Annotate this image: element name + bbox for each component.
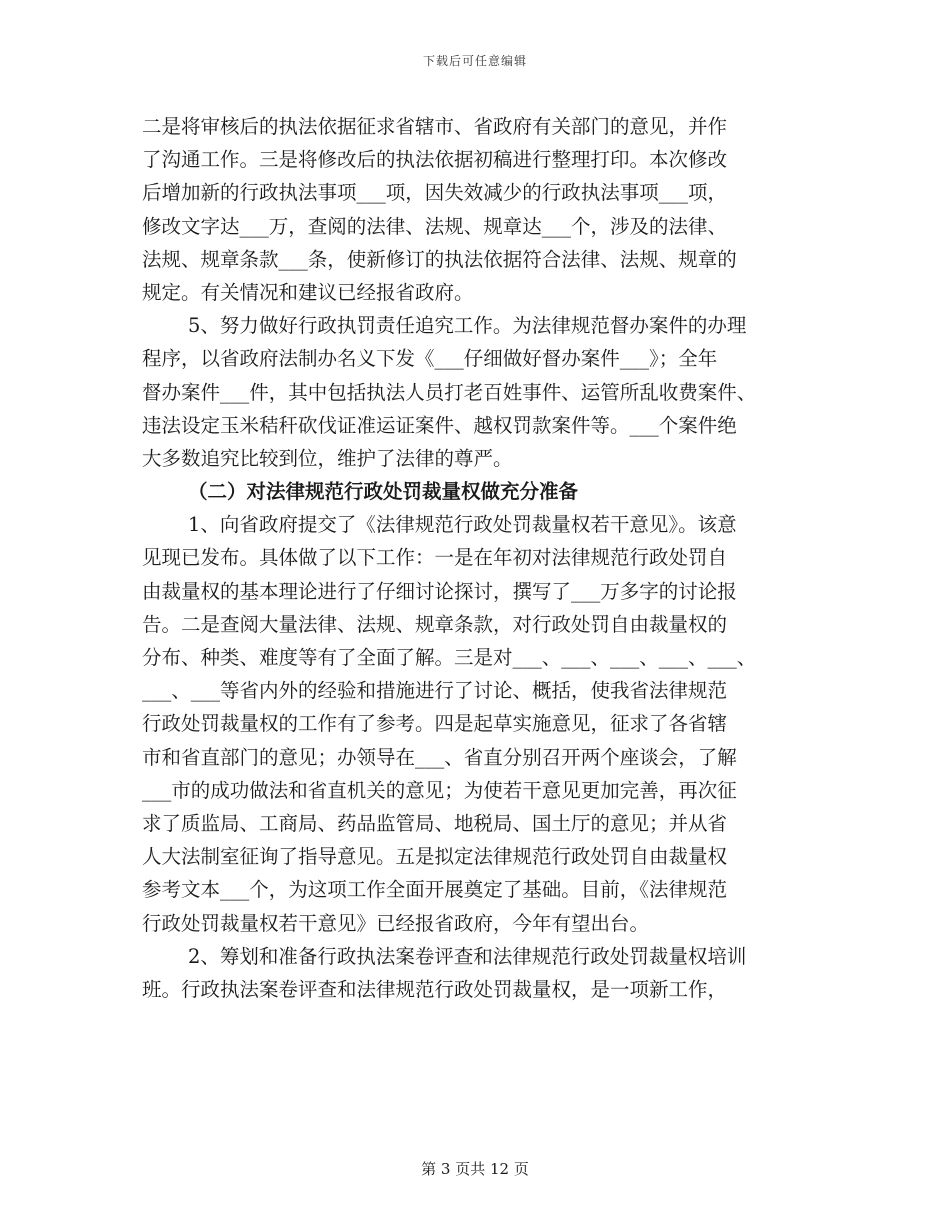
body-line: ___市的成功做法和省直机关的意见；为使若干意见更加完善，再次征 <box>142 778 737 802</box>
body-line: 行政处罚裁量权的工作有了参考。四是起草实施意见，征求了各省辖 <box>142 712 728 736</box>
body-line: 由裁量权的基本理论进行了仔细讨论探讨，撰写了___万多字的讨论报 <box>142 579 737 603</box>
body-line: 修改文字达___万，查阅的法律、法规、规章达___个，涉及的法律、 <box>142 214 728 238</box>
body-line: 后增加新的行政执法事项___项，因失效减少的行政执法事项___项， <box>142 181 728 205</box>
page-footer: 第 3 页共 12 页 <box>421 1160 529 1178</box>
body-line: 法规、规章条款___条，使新修订的执法依据符合法律、法规、规章的 <box>142 247 737 271</box>
body-line: 1、向省政府提交了《法律规范行政处罚裁量权若干意见》。该意 <box>188 513 737 537</box>
body-line: 参考文本___个，为这项工作全面开展奠定了基础。目前，《法律规范 <box>142 878 728 902</box>
body-line: 告。二是查阅大量法律、法规、规章条款，对行政处罚自由裁量权的 <box>142 612 728 636</box>
body-line: 二是将审核后的执法依据征求省辖市、省政府有关部门的意见，并作 <box>142 115 728 138</box>
body-line: 人大法制室征询了指导意见。五是拟定法律规范行政处罚自由裁量权 <box>142 845 728 869</box>
body-line: 大多数追究比较到位，维护了法律的尊严。 <box>142 446 513 470</box>
document-body <box>142 110 814 1006</box>
section-heading: （二）对法律规范行政处罚裁量权做充分准备 <box>188 480 579 504</box>
body-line: 了沟通工作。三是将修改后的执法依据初稿进行整理打印。本次修改 <box>142 148 728 172</box>
body-line: 行政处罚裁量权若干意见》已经报省政府，今年有望出台。 <box>142 911 650 935</box>
page-header: 下载后可任意编辑 <box>422 54 527 68</box>
body-line: 2、筹划和准备行政执法案卷评查和法律规范行政处罚裁量权培训 <box>188 944 747 968</box>
body-line: 分布、种类、难度等有了全面了解。三是对___、___、___、___、___、 <box>142 646 757 669</box>
body-line: 督办案件___件，其中包括执法人员打老百姓事件、运管所乱收费案件、 <box>142 380 757 404</box>
body-line: 程序，以省政府法制办名义下发《___仔细做好督办案件___》；全年 <box>142 347 718 371</box>
body-line: 规定。有关情况和建议已经报省政府。 <box>142 280 474 304</box>
body-line: 班。行政执法案卷评查和法律规范行政处罚裁量权，是一项新工作， <box>142 977 728 1001</box>
body-line: ___、___等省内外的经验和措施进行了讨论、概括，使我省法律规范 <box>142 679 728 703</box>
body-line: 市和省直部门的意见；办领导在___、省直分别召开两个座谈会，了解 <box>142 745 737 769</box>
body-line: 5、努力做好行政执罚责任追究工作。为法律规范督办案件的办理 <box>188 314 747 338</box>
body-line: 见现已发布。具体做了以下工作：一是在年初对法律规范行政处罚自 <box>142 546 728 570</box>
body-line: 求了质监局、工商局、药品监管局、地税局、国土厅的意见；并从省 <box>142 811 728 835</box>
body-line: 违法设定玉米秸秆砍伐证准运证案件、越权罚款案件等。___个案件绝 <box>142 413 737 437</box>
